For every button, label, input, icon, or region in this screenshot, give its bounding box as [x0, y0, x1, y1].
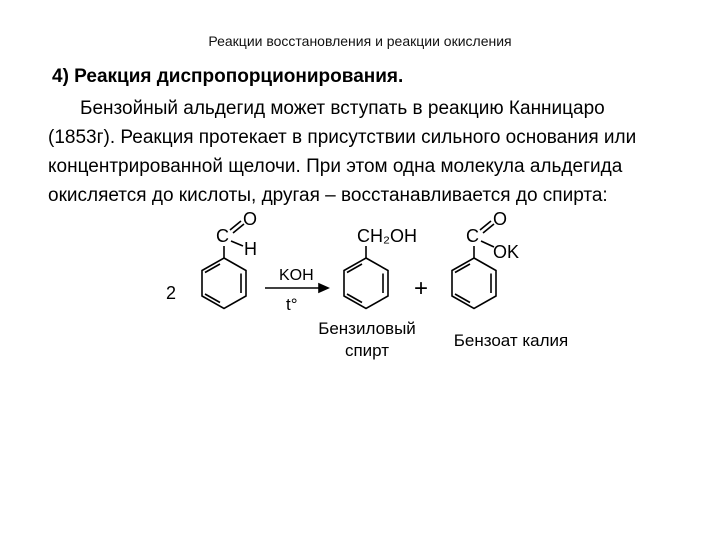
paragraph-line: Бензойный альдегид может вступать в реакцию Канницаро — [80, 98, 605, 119]
caption-benzyl-alcohol — [308, 318, 426, 362]
coefficient: 2 — [166, 283, 177, 303]
paragraph-line: концентрированной щелочи. При этом одна молекула альдегида — [48, 156, 623, 177]
product1-group: CH₂OH — [357, 226, 417, 246]
benzyl-alcohol-ring — [344, 246, 388, 309]
product2-ok: OK — [493, 242, 520, 262]
caption-line: спирт — [344, 341, 390, 360]
caption-potassium-benzoate: Бензоат калия — [453, 331, 569, 350]
reactant-hydrogen: H — [244, 239, 257, 259]
reactant-carbon: C — [216, 226, 229, 246]
product2-oxygen: O — [493, 209, 508, 229]
section-heading: 4) Реакция диспропорционирования. — [52, 66, 404, 87]
reaction-arrow — [265, 284, 328, 292]
slide-header: Реакции восстановления и реакции окисления — [208, 33, 512, 49]
paragraph-line: (1853г). Реакция протекает в присутствии сильного основания или — [48, 127, 637, 148]
product2-carbon: C — [466, 226, 479, 246]
caption-line: Бензиловый — [318, 319, 416, 338]
plus-sign: + — [414, 275, 429, 302]
reagent-koh: KOH — [279, 267, 314, 284]
reactant-oxygen: O — [243, 209, 258, 229]
reagent-temperature: t° — [286, 295, 298, 314]
paragraph-line: окисляется до кислоты, другая – восстанавливается до спирта: — [48, 185, 608, 206]
